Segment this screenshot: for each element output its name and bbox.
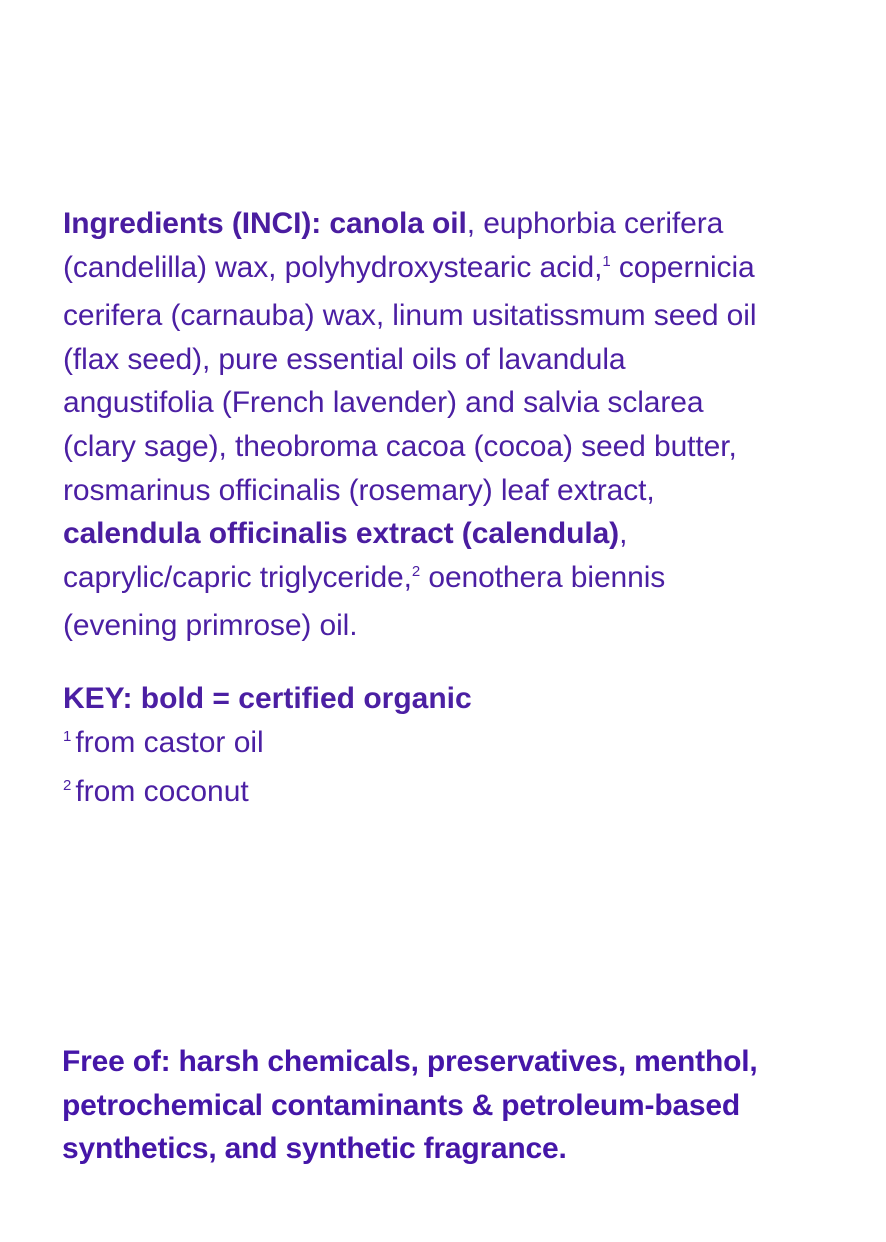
ingredient-text: (candelilla) wax, polyhydroxystearic acid, <box>63 250 603 284</box>
ingredients-label: Ingredients (INCI): <box>63 207 322 240</box>
ingredients-line <box>63 512 863 556</box>
footnote-text: from coconut <box>75 775 249 808</box>
ingredient-text: (clary sage), theobroma cacoa (cocoa) seed butter, <box>63 429 737 463</box>
ingredient-text: angustifolia (French lavender) and salvia sclarea <box>63 386 704 420</box>
ingredients-line <box>63 202 863 246</box>
ingredient-text: (evening primrose) oil. <box>63 609 358 643</box>
ingredient-text: caprylic/capric triglyceride, <box>63 560 412 594</box>
ingredient-text: copernicia <box>610 250 755 284</box>
ingredients-line <box>63 425 863 469</box>
key-title: KEY: bold = certified organic <box>63 682 472 715</box>
footnote-marker: 1 <box>63 728 72 745</box>
ingredients-line <box>63 381 863 425</box>
ingredients-line <box>63 469 863 513</box>
free-of-line: Free of: harsh chemicals, preservatives, menthol, <box>62 1045 758 1078</box>
footnote-item <box>63 721 472 770</box>
ingredient-text: oenothera biennis <box>420 560 666 594</box>
ingredients-line <box>63 556 863 605</box>
free-of-statement <box>62 1040 852 1171</box>
ingredient-organic: canola oil <box>329 207 467 240</box>
footnote-marker: 2 <box>63 777 72 794</box>
key-legend <box>63 677 472 819</box>
ingredient-text: , <box>619 517 628 551</box>
free-of-line: synthetics, and synthetic fragrance. <box>62 1132 567 1165</box>
ingredients-line <box>63 338 863 382</box>
ingredients-line <box>63 294 863 338</box>
free-of-line: petrochemical contaminants & petroleum-based <box>62 1088 741 1122</box>
ingredient-organic: calendula officinalis extract (calendula) <box>63 517 620 551</box>
footnote-item <box>63 770 472 819</box>
ingredient-text: rosmarinus officinalis (rosemary) leaf extract, <box>63 473 655 507</box>
footnote-marker: 2 <box>411 562 421 580</box>
ingredients-list <box>63 202 863 648</box>
ingredients-line <box>63 604 863 648</box>
footnote-marker: 1 <box>602 252 611 270</box>
ingredient-text: , euphorbia cerifera <box>466 207 724 240</box>
footnote-text: from castor oil <box>75 726 264 759</box>
ingredients-line <box>63 246 863 295</box>
ingredient-text: (flax seed), pure essential oils of lavandula <box>63 342 626 376</box>
ingredient-text: cerifera (carnauba) wax, linum usitatissmum seed oil <box>63 299 757 333</box>
